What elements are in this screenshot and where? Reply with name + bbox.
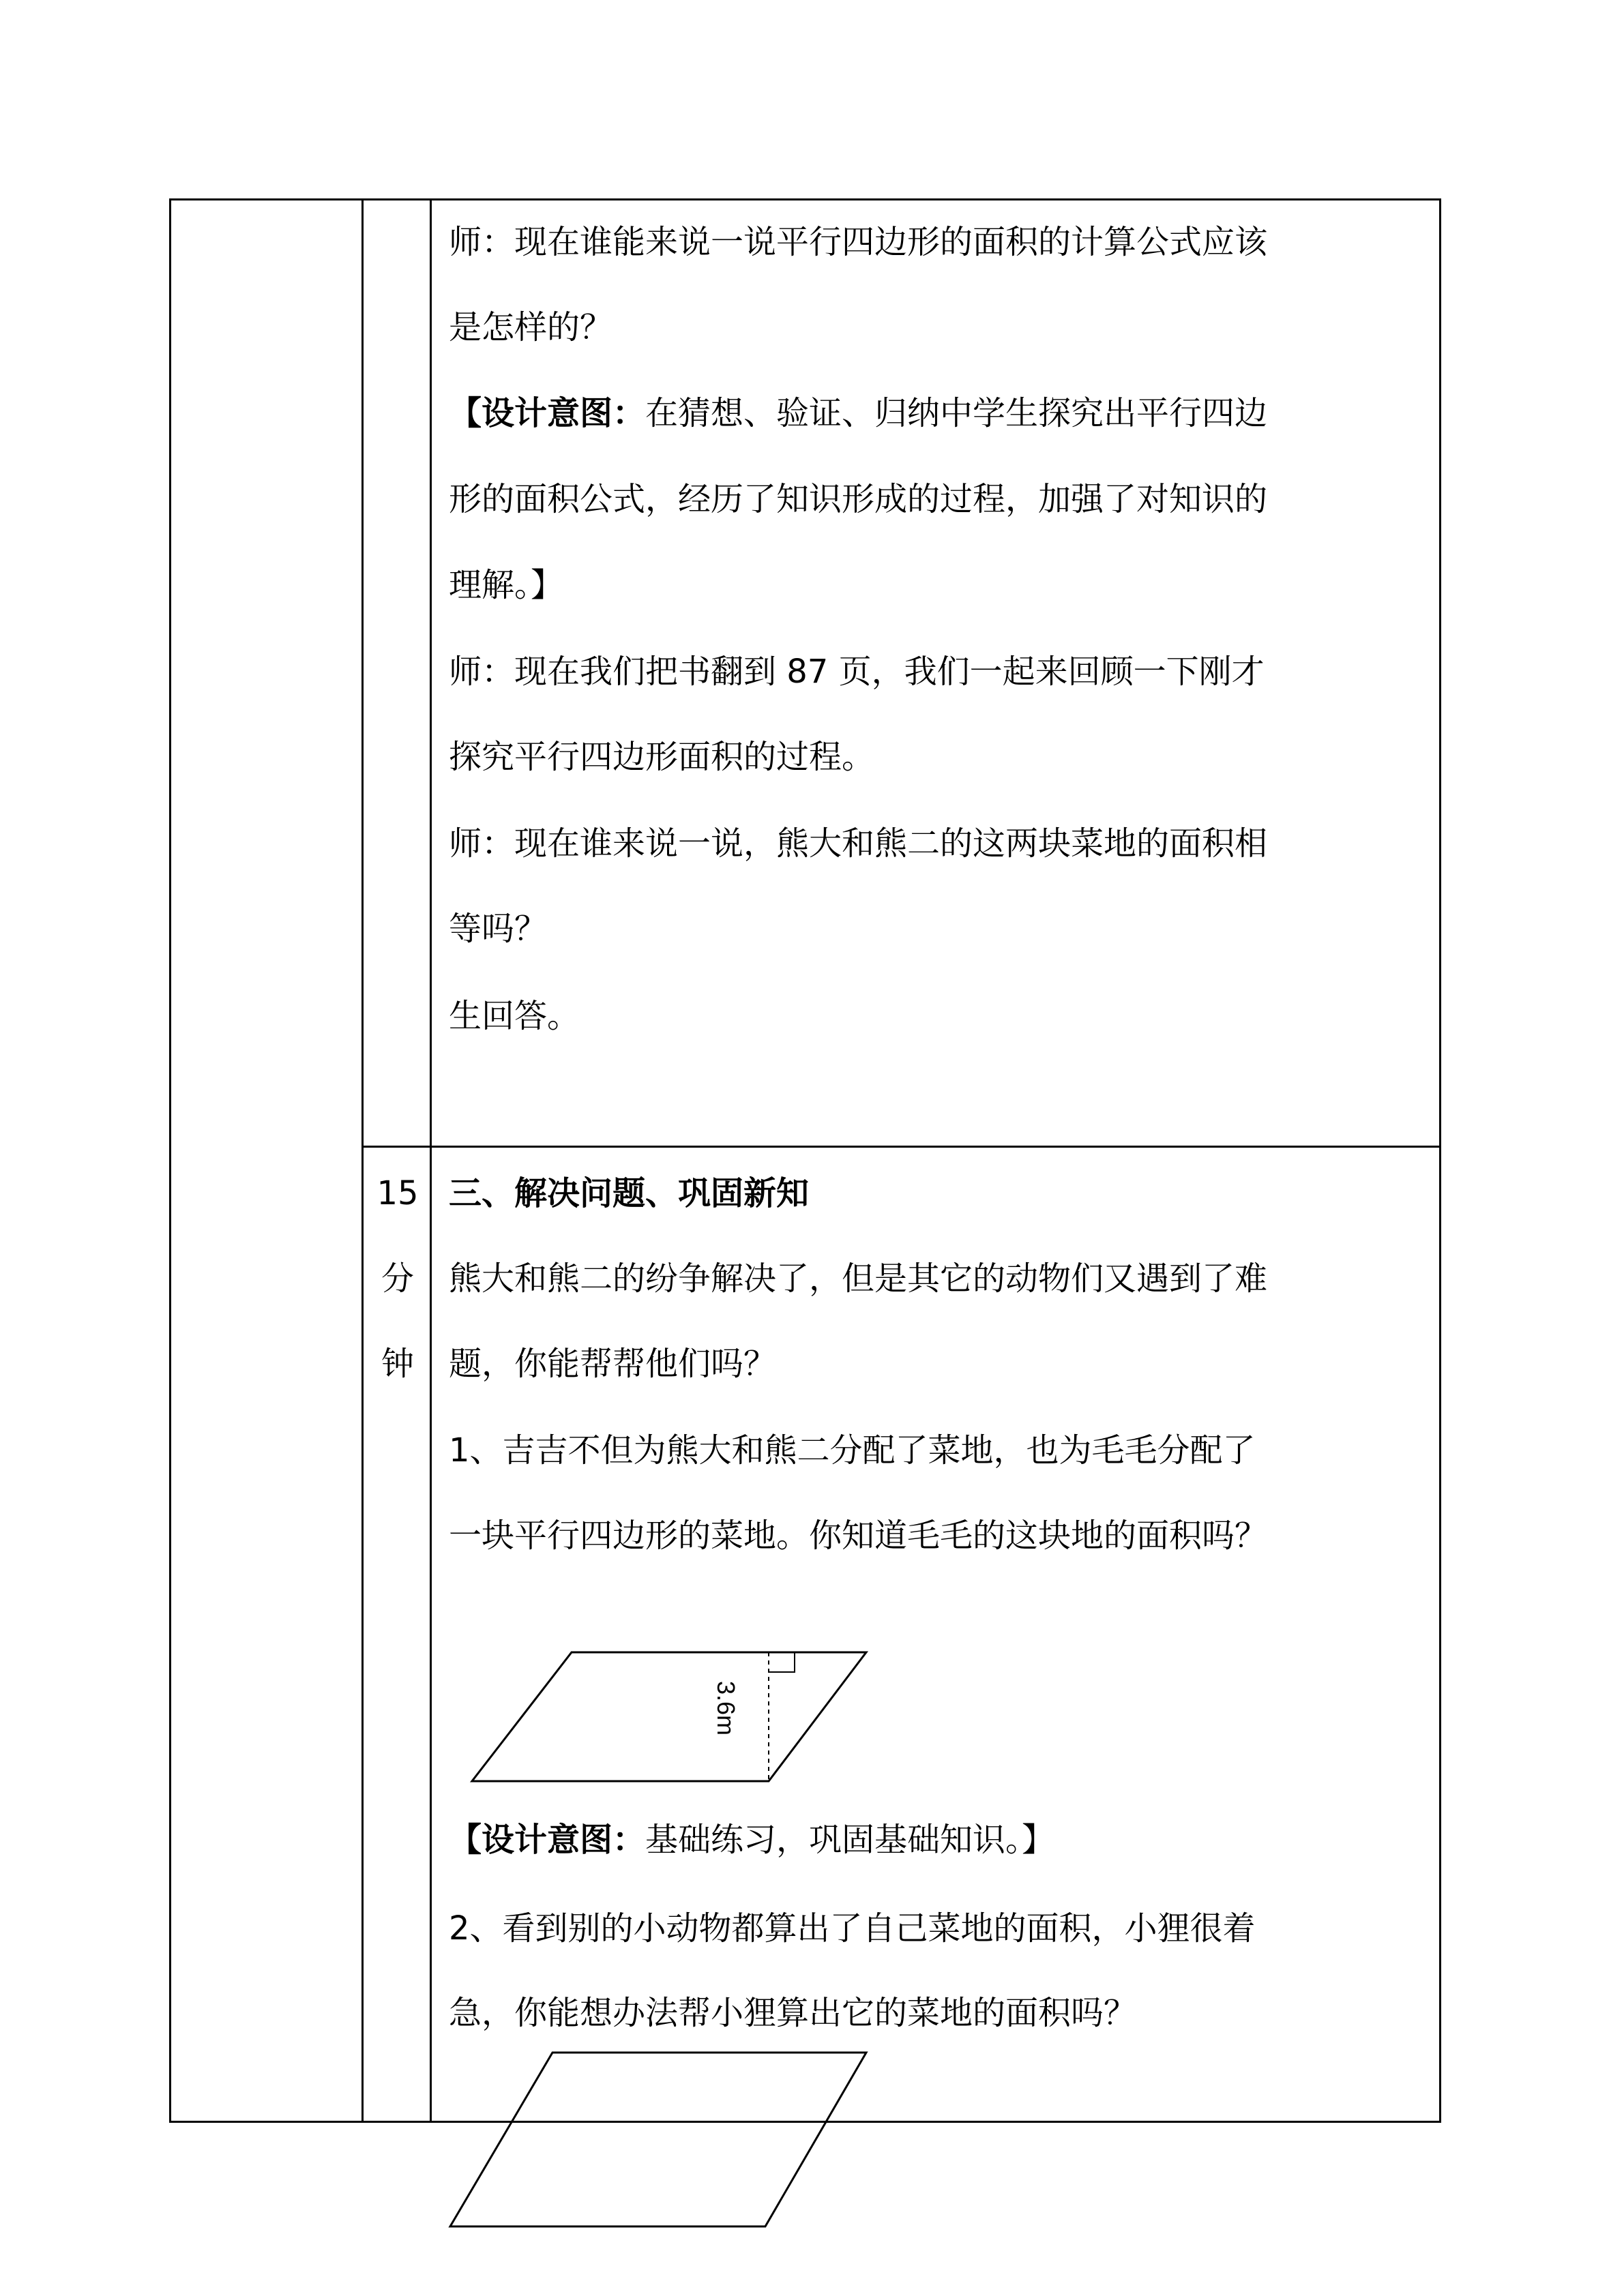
time-minutes-char-2: 钟 (381, 1345, 414, 1383)
row1-line-3: 师：现在我们把书翻到 87 页，我们一起来回顾一下刚才 (449, 653, 1265, 691)
intro-line-2: 题，你能帮帮他们吗？ (449, 1345, 777, 1383)
design-note-label: 【设计意图： (449, 394, 646, 432)
row1-line-6: 等吗？ (449, 910, 548, 948)
time-minutes-char-1: 分 (381, 1259, 414, 1298)
design-note-text-2: 基础练习，巩固基础知识。】 (645, 1821, 1055, 1859)
question1-line-1: 1、吉吉不但为熊大和熊二分配了菜地，也为毛毛分配了 (449, 1431, 1256, 1470)
row1-line-5: 师：现在谁来说一说，熊大和熊二的这两块菜地的面积相 (449, 824, 1268, 863)
design-note-label-2: 【设计意图： (449, 1821, 646, 1859)
row1-line-4: 探究平行四边形面积的过程。 (449, 738, 875, 776)
question2-line-2: 急，你能想办法帮小狸算出它的菜地的面积吗？ (449, 1994, 1137, 2032)
time-minutes-value: 15 (377, 1174, 419, 1212)
parallelogram-2-outline (450, 2053, 866, 2226)
row1-design-note-line2: 形的面积公式，经历了知识形成的过程，加强了对知识的 (449, 480, 1268, 518)
row1-line-2: 是怎样的？ (449, 308, 613, 346)
height-label: 3.6m (712, 1681, 740, 1736)
intro-line-1: 熊大和熊二的纷争解决了，但是其它的动物们又遇到了难 (449, 1259, 1268, 1298)
question2-line-1: 2、看到别的小动物都算出了自己菜地的面积，小狸很着 (449, 1909, 1256, 1948)
row1-line-7: 生回答。 (449, 997, 580, 1035)
section-title: 三、解决问题、巩固新知 (449, 1174, 810, 1212)
question1-line-2: 一块平行四边形的菜地。你知道毛毛的这块地的面积吗？ (449, 1517, 1268, 1555)
design-note-text: 在猜想、验证、归纳中学生探究出平行四边 (645, 394, 1268, 432)
row1-line-1: 师：现在谁能来说一说平行四边形的面积的计算公式应该 (449, 223, 1268, 261)
row1-design-note-line3: 理解。】 (449, 566, 564, 604)
